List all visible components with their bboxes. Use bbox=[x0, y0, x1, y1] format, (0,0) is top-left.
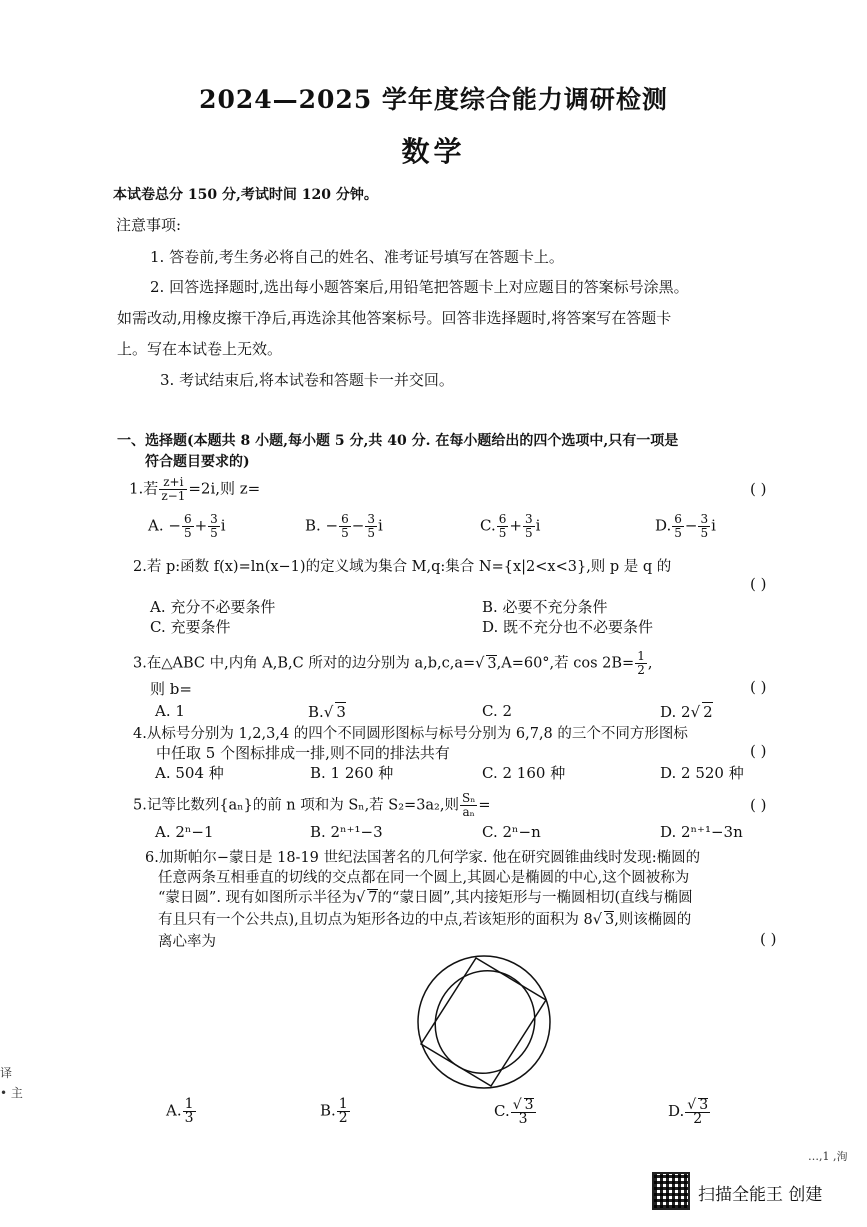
q1-option bbox=[148, 513, 226, 540]
question-2-stem: 2.若 p:函数 f(x)=ln(x−1)的定义域为集合 M,q:集合 N={x|2<x<3},则 p 是 q 的 bbox=[133, 559, 672, 575]
denominator: 2 bbox=[693, 1111, 703, 1127]
numerator: 3 bbox=[700, 512, 709, 526]
numerator: 3 bbox=[524, 512, 533, 526]
option-label: C. bbox=[494, 1102, 510, 1120]
q3-option-d: D. 2√ 2 bbox=[660, 703, 713, 721]
note-2: 2. 回答选择题时,选出每小题答案后,用铅笔把答题卡上对应题目的答案标号涂黑。 bbox=[150, 278, 689, 296]
option-label: A. bbox=[166, 1101, 182, 1120]
note-3: 3. 考试结束后,将本试卷和答题卡一并交回。 bbox=[160, 371, 454, 389]
monge-circle-figure bbox=[405, 952, 565, 1092]
q2-option-a: A. 充分不必要条件 bbox=[150, 598, 276, 616]
imaginary-unit: i bbox=[535, 516, 541, 535]
q2-option-c: C. 充要条件 bbox=[150, 618, 231, 636]
qr-code-icon bbox=[652, 1172, 690, 1210]
q6-option bbox=[166, 1098, 197, 1125]
note-2-cont: 如需改动,用橡皮擦干净后,再选涂其他答案标号。回答非选择题时,将答案写在答题卡 bbox=[117, 309, 672, 327]
fraction bbox=[523, 513, 535, 540]
operator: + bbox=[194, 516, 208, 535]
radicand: 3 bbox=[699, 1097, 709, 1113]
option-label: A. − bbox=[148, 516, 181, 535]
scanner-watermark: 扫描全能王 创建 bbox=[698, 1185, 823, 1205]
option-label: D. bbox=[668, 1102, 685, 1120]
denominator: 5 bbox=[674, 526, 682, 540]
score-line: 本试卷总分 150 分,考试时间 120 分钟。 bbox=[113, 187, 378, 203]
numerator: 3 bbox=[210, 512, 218, 526]
denominator: 3 bbox=[518, 1111, 528, 1127]
answer-blank-2: ( ) bbox=[750, 575, 767, 593]
section-heading: 一、选择题(本题共 8 小题,每小题 5 分,共 40 分. 在每小题给出的四个选项中,只有一项是 bbox=[117, 433, 679, 449]
answer-blank-1: ( ) bbox=[750, 480, 767, 498]
fraction bbox=[685, 1098, 710, 1126]
fraction bbox=[339, 513, 351, 540]
fraction bbox=[497, 513, 509, 540]
denominator: 5 bbox=[367, 526, 375, 540]
numerator: 1 bbox=[184, 1096, 194, 1112]
numerator: 6 bbox=[674, 512, 682, 526]
q3-option-a: A. 1 bbox=[155, 702, 185, 720]
question-6-line2: 任意两条互相垂直的切线的交点都在同一个圆上,其圆心是椭圆的中心,这个圆被称为 bbox=[158, 870, 690, 886]
question-6-line4: 有且只有一个公共点),且切点为矩形各边的中点,若该矩形的面积为 8√ 3,则该椭圆的 bbox=[158, 912, 692, 928]
denominator: 5 bbox=[498, 526, 507, 540]
fraction bbox=[365, 513, 377, 540]
q6-option bbox=[668, 1098, 711, 1126]
fraction bbox=[208, 513, 220, 540]
monge-circle bbox=[418, 956, 550, 1088]
question-6-line5: 离心率为 bbox=[158, 934, 216, 950]
question-4-stem: 4.从标号分别为 1,2,3,4 的四个不同圆形图标与标号分别为 6,7,8 的三个不同方形图标 bbox=[133, 726, 688, 742]
q4-option-a: A. 504 种 bbox=[155, 764, 224, 782]
question-6-line1: 6.加斯帕尔−蒙日是 18-19 世纪法国著名的几何学家. 他在研究圆锥曲线时发现:椭圆的 bbox=[145, 850, 701, 866]
sqrt-sign: √ bbox=[512, 1097, 522, 1113]
q5-option-c: C. 2ⁿ−n bbox=[482, 823, 541, 841]
numerator: 6 bbox=[183, 512, 192, 526]
q2-option-d: D. 既不充分也不必要条件 bbox=[482, 618, 654, 636]
denominator: 2 bbox=[338, 1110, 348, 1126]
q1-option bbox=[480, 513, 540, 540]
fraction bbox=[337, 1098, 350, 1125]
option-label: B. − bbox=[305, 516, 339, 535]
imaginary-unit: i bbox=[711, 516, 716, 535]
q2-option-b: B. 必要不充分条件 bbox=[482, 598, 608, 616]
answer-blank-3: ( ) bbox=[750, 678, 767, 696]
numerator: 6 bbox=[498, 512, 507, 526]
inscribed-rectangle bbox=[421, 958, 546, 1086]
exam-title: 2024—2025 学年度综合能力调研检测 bbox=[199, 85, 668, 114]
question-3-line2: 则 b= bbox=[150, 680, 192, 698]
q3-option-c: C. 2 bbox=[482, 702, 513, 720]
option-label: D. bbox=[655, 516, 672, 535]
q1-option bbox=[305, 513, 383, 540]
q5-option-a: A. 2ⁿ−1 bbox=[155, 823, 214, 841]
q4-option-b: B. 1 260 种 bbox=[310, 764, 394, 782]
q1-option bbox=[655, 513, 716, 540]
edge-mark-bottom-right: …,1 ,洵 bbox=[808, 1150, 848, 1163]
denominator: 3 bbox=[184, 1110, 194, 1126]
fraction bbox=[698, 513, 710, 540]
answer-blank-4: ( ) bbox=[750, 742, 767, 760]
tangent-ellipse bbox=[417, 952, 554, 1091]
notes-heading: 注意事项: bbox=[116, 216, 182, 234]
subject-title: 数学 bbox=[401, 135, 466, 168]
edge-mark-left-top: 译 bbox=[0, 1066, 13, 1080]
imaginary-unit: i bbox=[220, 516, 226, 535]
q5-option-b: B. 2ⁿ⁺¹−3 bbox=[310, 823, 383, 841]
operator: − bbox=[351, 516, 365, 535]
sqrt-sign: √ bbox=[687, 1097, 697, 1113]
numerator: 1 bbox=[338, 1096, 348, 1112]
q4-option-c: C. 2 160 种 bbox=[482, 764, 566, 782]
fraction bbox=[182, 513, 194, 540]
edge-mark-left-bottom: • 主 bbox=[0, 1086, 23, 1100]
denominator: 5 bbox=[183, 526, 192, 540]
answer-blank-6: ( ) bbox=[760, 930, 777, 948]
question-3-stem: 3.在△ABC 中,内角 A,B,C 所对的边分别为 a,b,c,a=√ 3,A=60°,若 cos 2B= $\frac{1}{2}$ , bbox=[133, 649, 653, 677]
q4-option-d: D. 2 520 种 bbox=[660, 764, 744, 782]
fraction bbox=[511, 1098, 536, 1126]
option-label: B. bbox=[320, 1101, 336, 1120]
denominator: 5 bbox=[700, 526, 709, 540]
operator: + bbox=[509, 516, 522, 535]
question-6-line3: “蒙日圆”. 现有如图所示半径为√ 7的“蒙日圆”,其内接矩形与一椭圆相切(直线与椭圆 bbox=[158, 890, 693, 906]
note-1: 1. 答卷前,考生务必将自己的姓名、准考证号填写在答题卡上。 bbox=[150, 248, 564, 266]
denominator: 5 bbox=[210, 526, 218, 540]
denominator: 5 bbox=[524, 526, 533, 540]
question-1-stem: 1.若 $\frac{z+i}{z-1}$ =2i,则 z= bbox=[129, 475, 261, 503]
operator: − bbox=[684, 516, 698, 535]
q5-option-d: D. 2ⁿ⁺¹−3n bbox=[660, 823, 743, 841]
q6-option bbox=[320, 1098, 351, 1125]
denominator: 5 bbox=[341, 526, 349, 540]
q3-option-b: B.√ 3 bbox=[308, 703, 346, 721]
radicand: 3 bbox=[524, 1097, 534, 1113]
question-4-line2: 中任取 5 个图标排成一排,则不同的排法共有 bbox=[156, 744, 450, 762]
note-2-end: 上。写在本试卷上无效。 bbox=[117, 340, 283, 358]
imaginary-unit: i bbox=[378, 516, 383, 535]
numerator: 3 bbox=[367, 512, 375, 526]
q6-option bbox=[494, 1098, 537, 1126]
numerator: 6 bbox=[341, 512, 349, 526]
section-heading-cont: 符合题目要求的) bbox=[145, 454, 250, 470]
fraction bbox=[672, 513, 684, 540]
option-label: C. bbox=[480, 516, 496, 535]
question-5-stem: 5.记等比数列{aₙ}的前 n 项和为 Sₙ,若 S₂=3a₂,则 $\frac{\text{Sₙ}}{\text{aₙ}}$ = bbox=[133, 791, 491, 819]
answer-blank-5: ( ) bbox=[750, 796, 767, 814]
fraction bbox=[183, 1098, 196, 1125]
